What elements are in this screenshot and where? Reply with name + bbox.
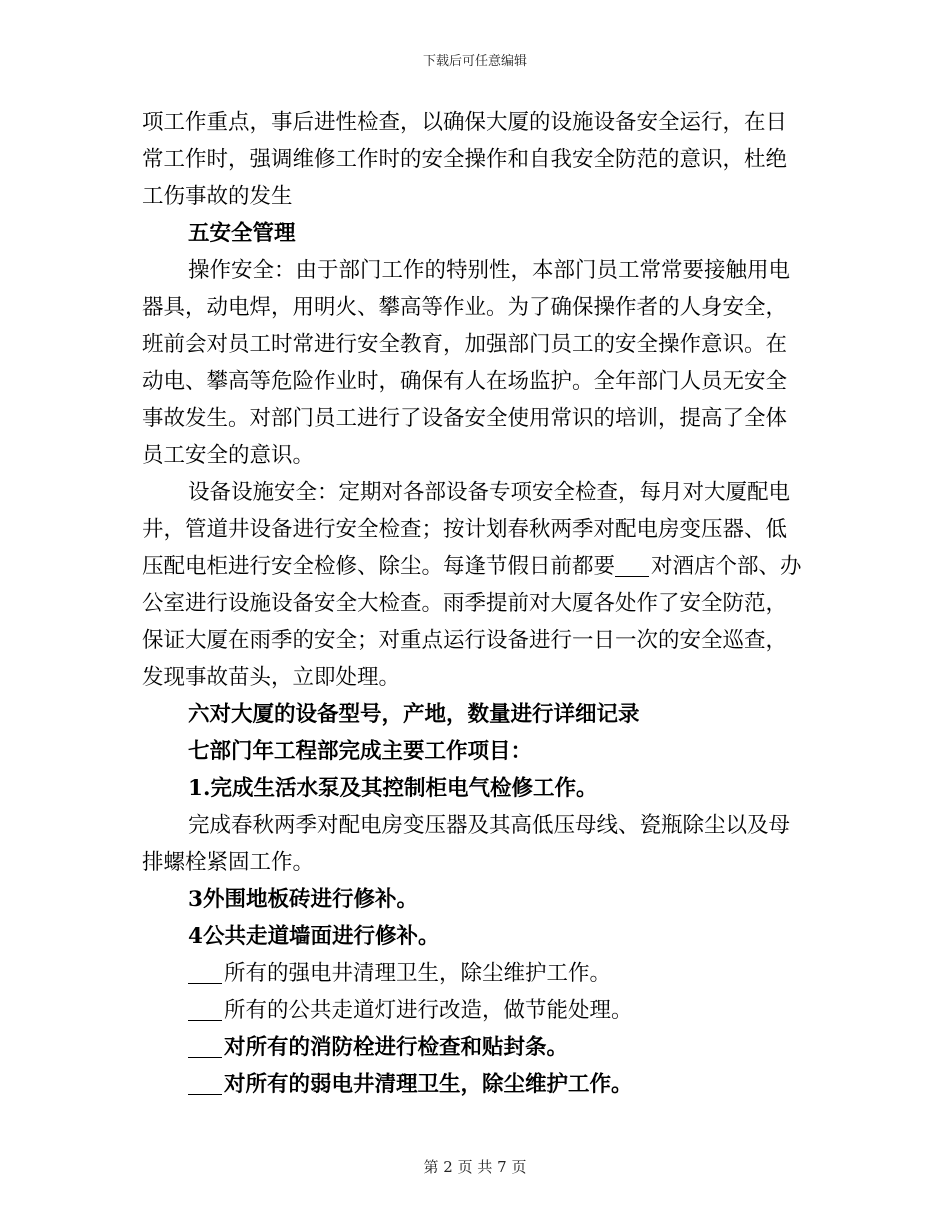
list-item-text: 所有的公共走道灯进行改造，做节能处理。 [224, 998, 633, 1023]
paragraph-line: 员工安全的意识。 [142, 443, 315, 468]
document-body [142, 104, 804, 1103]
list-item-text: 对所有的消防栓进行检查和贴封条。 [224, 1035, 569, 1060]
section-heading-projects: 七部门年工程部完成主要工作项目： [188, 739, 533, 764]
page-footer: 第 2 页 共 7 页 [423, 1158, 527, 1176]
list-item [142, 1066, 804, 1103]
list-item [142, 955, 804, 992]
paragraph-line: 事故发生。对部门员工进行了设备安全使用常识的培训，提高了全体 [142, 406, 788, 431]
list-item [142, 1029, 804, 1066]
section-heading-safety: 五安全管理 [188, 221, 296, 246]
list-item: 3外围地板砖进行修补。 [188, 887, 418, 912]
paragraph-line: 发现事故苗头，立即处理。 [142, 665, 401, 690]
list-item: 4公共走道墙面进行修补。 [188, 924, 440, 949]
paragraph-line: 操作安全：由于部门工作的特别性，本部门员工常常要接触用电 [188, 258, 791, 283]
paragraph-line: 排螺栓紧固工作。 [142, 850, 315, 875]
fill-in-blank [615, 554, 649, 577]
list-item: 1.完成生活水泵及其控制柜电气检修工作。 [188, 776, 598, 801]
paragraph-line: 保证大厦在雨季的安全；对重点运行设备进行一日一次的安全巡查， [142, 628, 788, 653]
list-item-text: 对所有的弱电井清理卫生，除尘维护工作。 [224, 1072, 633, 1097]
list-item-text: 所有的强电井清理卫生，除尘维护工作。 [224, 961, 612, 986]
fill-in-blank [188, 1035, 222, 1058]
paragraph-line: 设备设施安全：定期对各部设备专项安全检查，每月对大厦配电 [188, 480, 791, 505]
line-text-part: 对酒店个部、办 [651, 554, 802, 579]
page-header: 下载后可任意编辑 [422, 54, 527, 69]
fill-in-blank [188, 998, 222, 1021]
paragraph-line: 动电、攀高等危险作业时，确保有人在场监护。全年部门人员无安全 [142, 369, 788, 394]
paragraph-line: 工伤事故的发生 [142, 184, 293, 209]
fill-in-blank [188, 961, 222, 984]
paragraph-line: 项工作重点，事后进性检查，以确保大厦的设施设备安全运行，在日 [142, 110, 788, 135]
paragraph-line: 完成春秋两季对配电房变压器及其高低压母线、瓷瓶除尘以及母 [188, 813, 791, 838]
paragraph-line: 常工作时，强调维修工作时的安全操作和自我安全防范的意识，杜绝 [142, 147, 788, 172]
paragraph-line: 公室进行设施设备安全大检查。雨季提前对大厦各处作了安全防范， [142, 591, 788, 616]
paragraph-line: 班前会对员工时常进行安全教育，加强部门员工的安全操作意识。在 [142, 332, 788, 357]
fill-in-blank [188, 1072, 222, 1095]
section-heading-records: 六对大厦的设备型号，产地，数量进行详细记录 [188, 702, 640, 727]
line-text-part: 压配电柜进行安全检修、除尘。每逢节假日前都要 [142, 554, 616, 579]
list-item [142, 992, 804, 1029]
paragraph-line: 器具，动电焊，用明火、攀高等作业。为了确保操作者的人身安全， [142, 295, 788, 320]
paragraph-line-with-blank [142, 548, 804, 585]
paragraph-line: 井，管道井设备进行安全检查；按计划春秋两季对配电房变压器、低 [142, 517, 788, 542]
